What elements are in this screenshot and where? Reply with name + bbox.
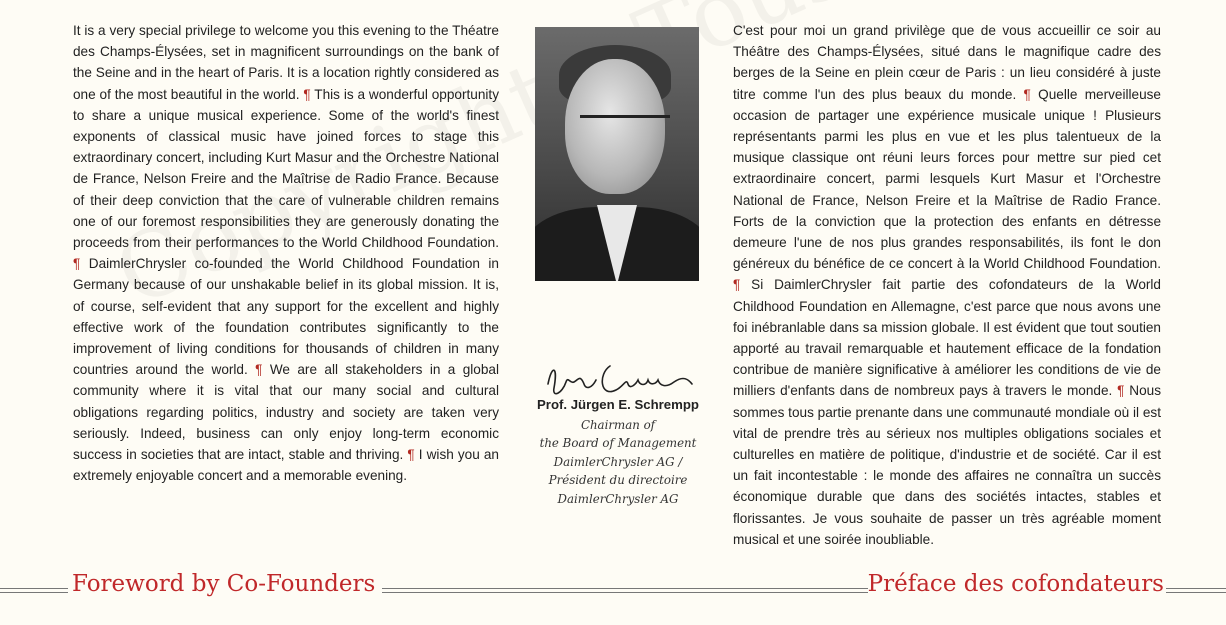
portrait-photo — [535, 27, 699, 281]
french-heading: Préface des cofondateurs — [867, 571, 1164, 597]
pilcrow-mark: ¶ — [73, 256, 81, 272]
english-heading: Foreword by Co-Founders — [72, 571, 376, 597]
signatory-name: Prof. Jürgen E. Schrempp — [537, 397, 699, 412]
pilcrow-mark: ¶ — [1117, 383, 1125, 399]
footer-rule-middle — [382, 588, 868, 593]
english-foreword-text: It is a very special privilege to welcome you this evening to the Théatre des Champs-Élysées, set in magnificent surroundings on the bank of the Seine and in the heart of Paris. It is a location rightly considered as one of the most beautiful in the world. ¶ This is a wonderful opportunity to share a unique musical experience. Some of the world's finest exponents of classical music have joined forces to stage this extraordinary concert, including Kurt Masur and the Orchestre National de France, Nelson Freire and the Maîtrise de Radio France. Because of their deep conviction that the care of vulnerable children remains one of our foremost responsibilities they are generously donating the proceeds from their performances to the World Childhood Foundation. ¶ DaimlerChrysler co-founded the World Childhood Foundation in Germany because of our unshakable belief in its global mission. It is, of course, self-evident that any support for the excellent and highly effective work of the foundation contributes significantly to the improvement of living conditions for thousands of children in many countries around the world. ¶ We are all stakeholders in a global community where it is vital that our many social and cultural obligations regarding politics, industry and society are taken very seriously. Indeed, business can only enjoy long-term economic success in societies that are intact, stable and thriving. ¶ I wish you an extremely enjoyable concert and a memorable evening. — [73, 23, 499, 484]
pilcrow-mark: ¶ — [733, 277, 741, 293]
pilcrow-mark: ¶ — [303, 86, 311, 102]
pilcrow-mark: ¶ — [255, 362, 263, 378]
french-foreword-text: C'est pour moi un grand privilège que de vous accueillir ce soir au Théâtre des Champs-Élysées, situé dans le magnifique cadre des berges de la Seine en plein cœur de Paris : un lieu considéré à juste titre comme l'un des plus beaux du monde. ¶ Quelle merveilleuse occasion de partager une expérience musicale unique ! Plusieurs représentants parmi les plus en vue et les plus talentueux de la musique classique ont réuni leurs forces pour mettre sur pied cet extraordinaire concert, parmi lesquels Kurt Masur et l'Orchestre National de France, Nelson Freire et la Maîtrise de Radio France. Forts de la conviction que la protection des enfants en détresse demeure l'une de nos plus grandes responsabilités, ils font le don généreux du bénéfice de ce concert à la World Childhood Foundation. ¶ Si DaimlerChrysler fait partie des cofondateurs de la World Childhood Foundation en Allemagne, c'est parce que nous avons une foi inébranlable dans sa mission globale. Il est évident que tout soutien apporté au travail remarquable et hautement efficace de la fondation contribue de manière significative à améliorer les conditions de vie de milliers d'enfants dans de nombreux pays à travers le monde. ¶ Nous sommes tous partie prenante dans une communauté mondiale où il est vital de prendre très au sérieux nos multiples obligations sociales et culturelles en matière de politique, d'industrie et de société. Car il est un fait incontestable : le monde des affaires ne connaîtra un succès économique durable que dans des sociétés intactes, stables et florissantes. Je vous souhaite de passer un très agréable moment musical et une soirée inoubliable. — [733, 23, 1162, 547]
pilcrow-mark: ¶ — [407, 447, 415, 463]
footer-rule-right — [1166, 588, 1226, 593]
footer-rule-left — [0, 588, 68, 593]
pilcrow-mark: ¶ — [1023, 86, 1031, 102]
signatory-title: Chairman of the Board of Management DaimlerChrysler AG / Président du directoire DaimlerChrysler AG — [539, 418, 697, 506]
